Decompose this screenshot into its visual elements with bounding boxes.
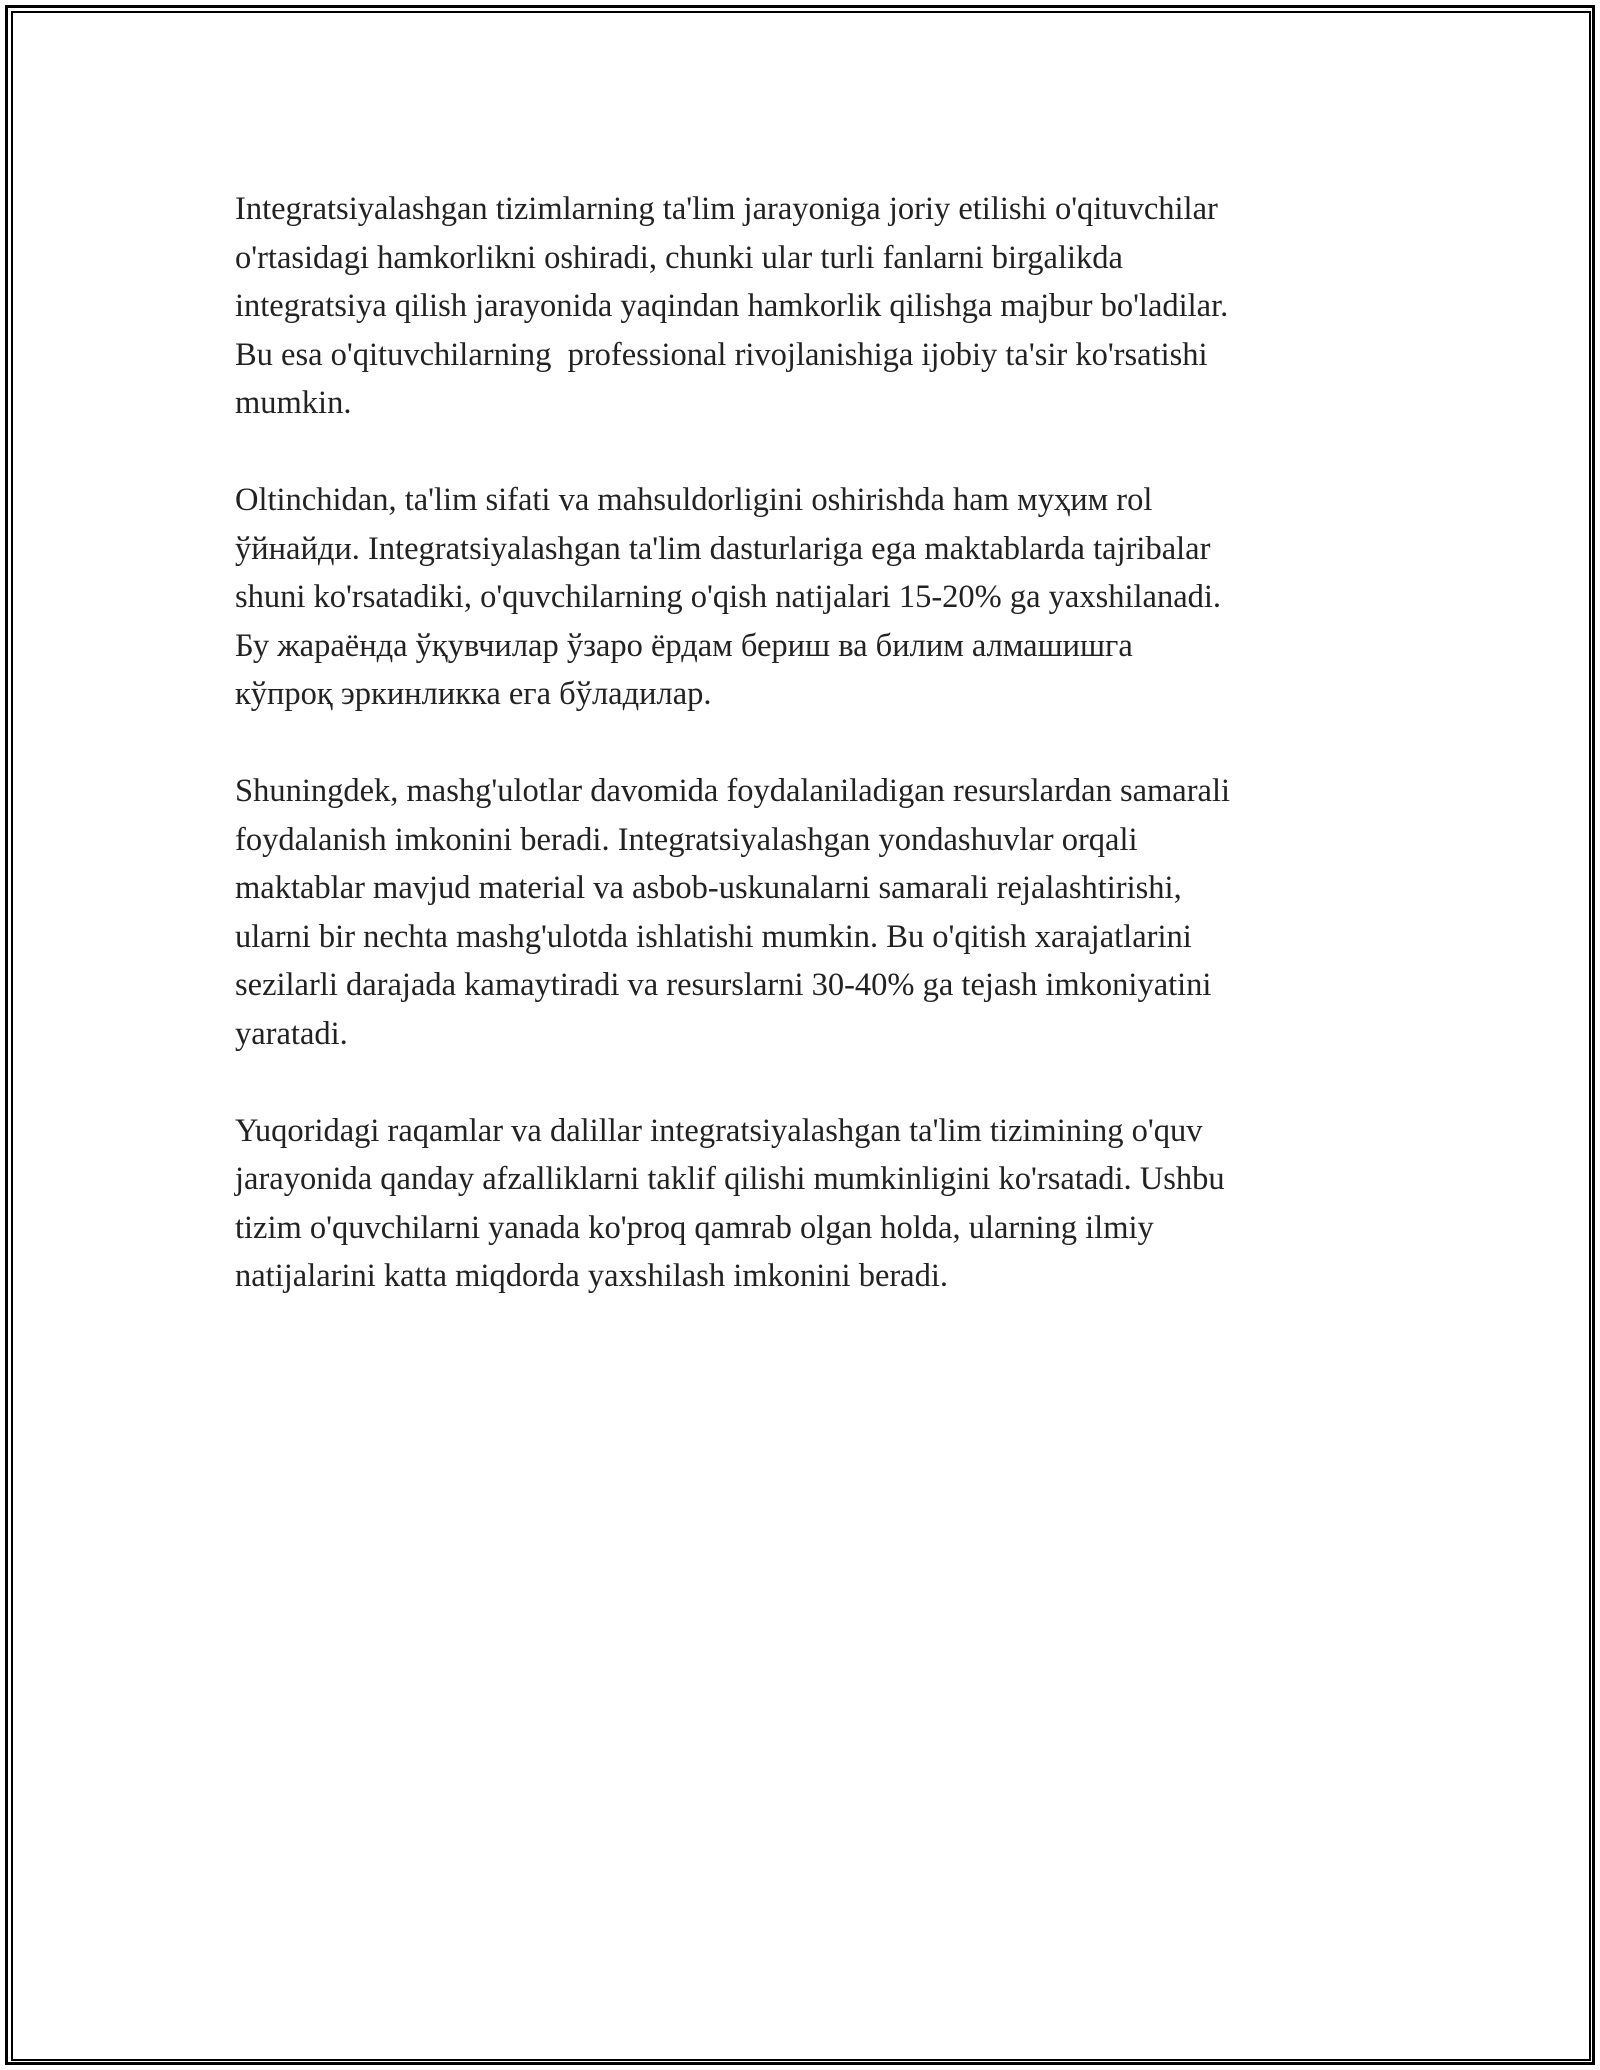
paragraph-line: natijalarini katta miqdorda yaxshilash imkonini beradi.	[235, 1258, 949, 1294]
paragraph-1	[235, 185, 1385, 428]
paragraph-line: integratsiya qilish jarayonida yaqindan hamkorlik qilishga majbur bo'ladilar.	[235, 288, 1229, 324]
paragraph-line: Yuqoridagi raqamlar va dalillar integratsiyalashgan ta'lim tizimining o'quv	[235, 1112, 1203, 1149]
paragraph-line: o'rtasidagi hamkorlikni oshiradi, chunki ular turli fanlarni birgalikda	[235, 239, 1123, 276]
paragraph-line: tizim o'quvchilarni yanada ko'proq qamrab olgan holda, ularning ilmiy	[235, 1209, 1154, 1246]
paragraph-line: mumkin.	[235, 385, 352, 421]
paragraph-line: sezilarli darajada kamaytiradi va resurslarni 30-40% ga tejash imkoniyatini	[235, 967, 1212, 1003]
paragraph-2	[235, 476, 1385, 719]
paragraph-line: ularni bir nechta mashg'ulotda ishlatishi mumkin. Bu o'qitish xarajatlarini	[235, 918, 1192, 955]
paragraph-line: ўйнайди. Integratsiyalashgan ta'lim dasturlariga ega maktablarda tajribalar	[235, 530, 1211, 567]
paragraph-line: Oltinchidan, ta'lim sifati va mahsuldorligini oshirishda ham муҳим rol	[235, 482, 1153, 518]
paragraph-line: yaratadi.	[235, 1015, 348, 1052]
paragraph-line: maktablar mavjud material va asbob-uskunalarni samarali rejalashtirishi,	[235, 870, 1182, 906]
paragraph-line: shuni ko'rsatadiki, o'quvchilarning o'qish natijalari 15-20% ga yaxshilanadi.	[235, 579, 1222, 615]
paragraph-line: Бу жараёнда ўқувчилар ўзаро ёрдам бериш ва билим алмашишга	[235, 627, 1133, 664]
document-body	[235, 185, 1385, 1349]
paragraph-4	[235, 1107, 1385, 1301]
paragraph-line: Shuningdek, mashg'ulotlar davomida foydalaniladigan resurslardan samarali	[235, 773, 1231, 809]
paragraph-line: Integratsiyalashgan tizimlarning ta'lim jarayoniga joriy etilishi o'qituvchilar	[235, 191, 1218, 227]
paragraph-line: кўпроқ эркинликка ега бўладилар.	[235, 676, 712, 712]
paragraph-line: foydalanish imkonini beradi. Integratsiyalashgan yondashuvlar orqali	[235, 821, 1138, 858]
paragraph-line: jarayonida qanday afzalliklarni taklif qilishi mumkinligini ko'rsatadi. Ushbu	[235, 1161, 1225, 1197]
paragraph-line: Bu esa o'qituvchilarning professional rivojlanishiga ijobiy ta'sir ko'rsatishi	[235, 336, 1208, 373]
paragraph-3	[235, 767, 1385, 1058]
